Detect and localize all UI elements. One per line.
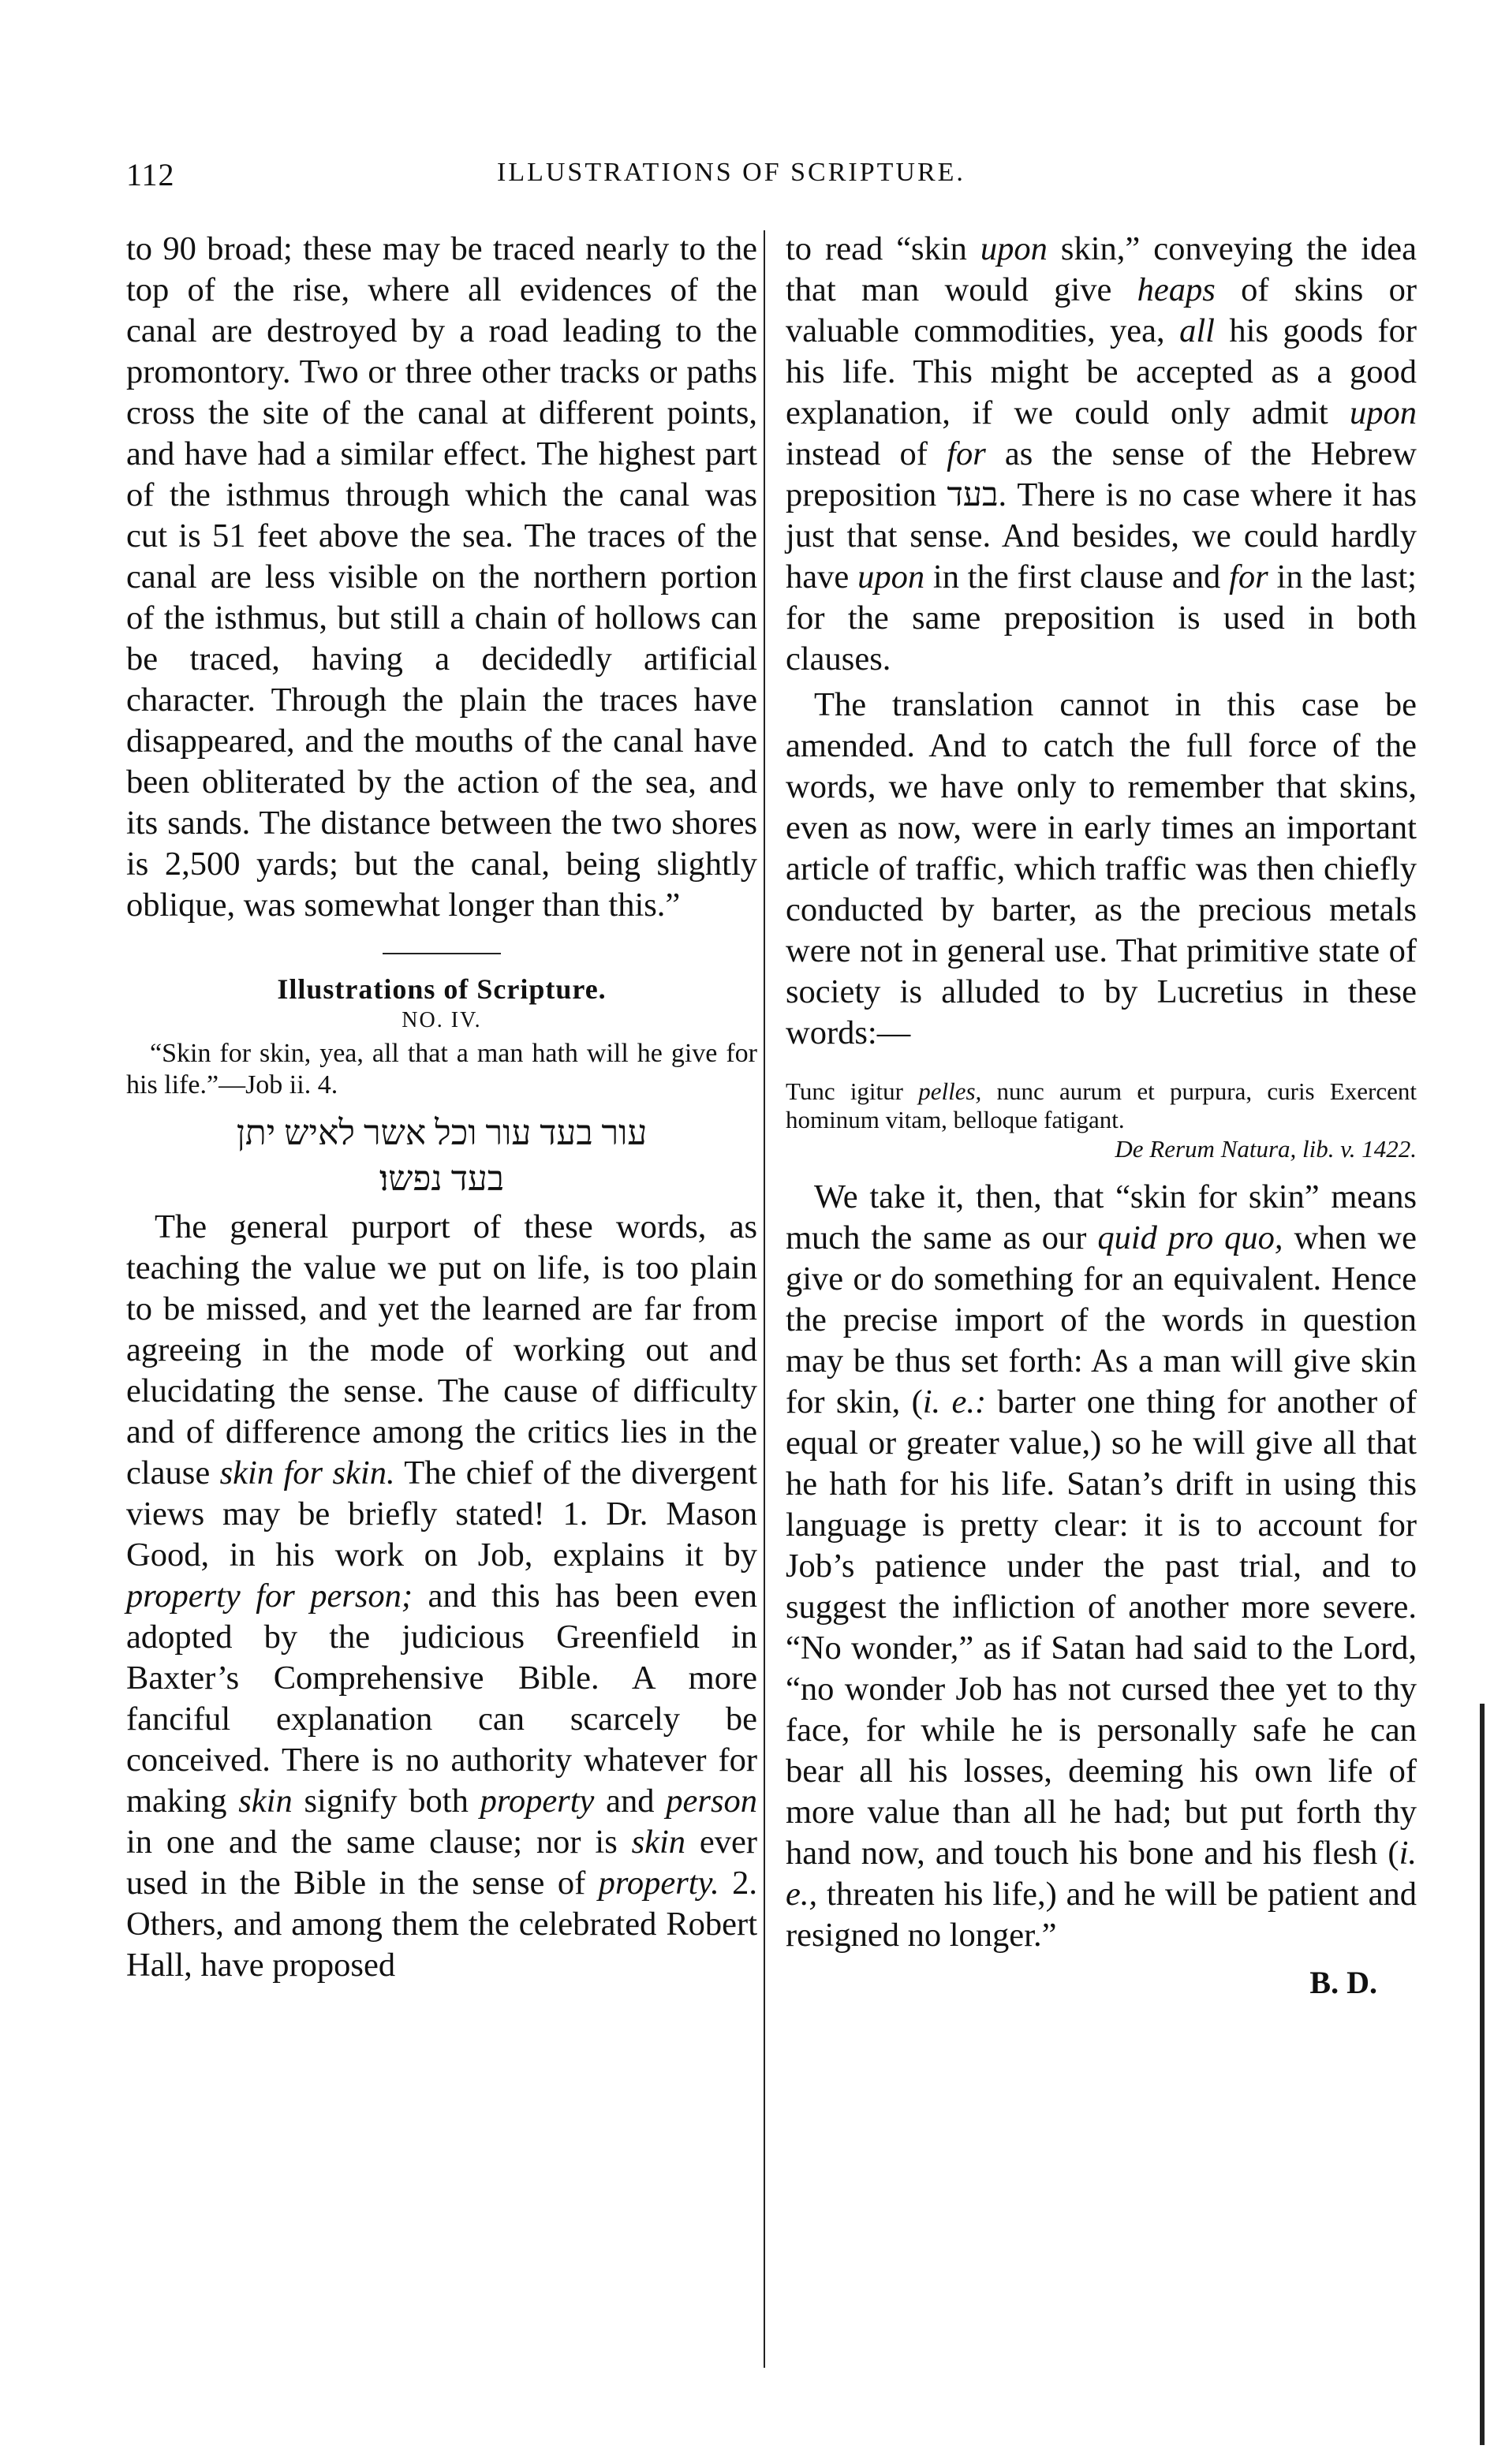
- italic-run: upon: [1350, 394, 1417, 431]
- latin-quote: [786, 1077, 1417, 1134]
- italic-run: heaps: [1137, 271, 1216, 308]
- column-divider: [764, 230, 765, 2368]
- italic-run: all: [1179, 312, 1215, 349]
- text-run: The general purport of these words, as teaching the value we put on life, is too plain to be missed, and yet the learned are far from agreeing in the mode of working out and elucidating the sense. The cause of difficulty and of difference among the critics lies in the clause: [126, 1208, 757, 1491]
- text-run: and: [594, 1783, 667, 1820]
- right-paragraph-2: The translation cannot in this case be amended. And to catch the full force of the words, we have only to remember that skins, even as now, were in early times an important article of traffic, which traffic was then chiefly conducted by barter, as the precious metals were not in general use. That primitive state of society is alluded to by Lucretius in these words:—: [786, 686, 1417, 1051]
- italic-run: person: [666, 1783, 757, 1820]
- right-column: [786, 229, 1417, 2003]
- page-number: 112: [126, 157, 175, 192]
- running-head: ILLUSTRATIONS OF SCRIPTURE.: [497, 158, 965, 187]
- section-number: NO. IV.: [402, 1008, 482, 1032]
- text-run: Tunc igitur: [786, 1077, 919, 1105]
- italic-run: i. e.:: [922, 1383, 987, 1421]
- text-run: barter one thing for another of equal or greater value,) so he will give all that he hath for his life. Satan’s drift in using this language is pretty clear: it is to account for Job’s patience under the past trial, and to suggest the infliction of another more severe. “No wonder,” as if Satan had said to the Lord, “no wonder Job has not cursed thee yet to thy face, for while he is personally safe he can bear all his losses, deeming his own life of more value than all he had; but put forth thy hand now, and touch his bone and his flesh (: [786, 1383, 1417, 1872]
- italic-run: skin: [238, 1783, 293, 1820]
- signature: B. D.: [1309, 1965, 1377, 2000]
- text-run: We take it, then, that “skin for skin” means much the same as our: [786, 1178, 1417, 1256]
- italic-run: for: [1229, 558, 1268, 595]
- text-run: in the last; for the same preposition is used in both clauses.: [786, 558, 1417, 678]
- text-run: ever used in the Bible in the sense of: [126, 1824, 757, 1902]
- latin-source: De Rerum Natura, lib. v. 1422.: [1115, 1135, 1417, 1163]
- left-column: [126, 229, 757, 1986]
- italic-run: i. e.,: [786, 1835, 1417, 1913]
- text-run: The chief of the divergent views may be briefly stated! 1. Dr. Mason Good, in his work on Job, explains it by: [126, 1454, 757, 1574]
- page-header: [126, 156, 1420, 200]
- italic-run: upon: [857, 558, 925, 595]
- section-title: Illustrations of Scripture.: [277, 973, 607, 1005]
- text-run: skin,” conveying the idea that man would give: [786, 230, 1417, 308]
- text-run: when we give or do something for an equivalent. Hence the precise import of the words in question may be thus set forth: As a man will give skin for skin, (: [786, 1219, 1417, 1421]
- text-run: to read “skin: [786, 230, 980, 267]
- right-paragraph-1: [786, 229, 1417, 680]
- left-paragraph-1: to 90 broad; these may be traced nearly to the top of the rise, where all evidences of the canal are destroyed by a road leading to the promontory. Two or three other tracks or paths cross the site of the canal at different points, and have had a similar effect. The highest part of the isthmus through which the canal was cut is 51 feet above the sea. The traces of the canal are less visible on the northern portion of the isthmus, but still a chain of hollows can be traced, having a decidedly artificial character. Through the plain the traces have disappeared, and the mouths of the canal have been obliterated by the action of the sea, and its sands. The distance between the two shores is 2,500 yards; but the canal, being slightly oblique, was somewhat longer than this.”: [126, 230, 757, 924]
- italic-run: property.: [598, 1865, 719, 1902]
- text-run: and this has been even adopted by the judicious Greenfield in Baxter’s Comprehensive Bible. A more fanciful explanation can scarcely be conceived. There is no authority whatever for making: [126, 1577, 757, 1820]
- italic-run: property: [480, 1783, 595, 1820]
- italic-run: upon: [980, 230, 1048, 267]
- epigraph: “Skin for skin, yea, all that a man hath will he give for his life.”—Job ii. 4.: [126, 1039, 757, 1099]
- italic-run: quid pro quo,: [1097, 1219, 1283, 1256]
- italic-run: skin for skin.: [219, 1454, 395, 1491]
- text-run: in one and the same clause; nor is: [126, 1824, 632, 1861]
- text-run: instead of: [786, 435, 947, 472]
- italic-run: property for person;: [126, 1577, 413, 1615]
- section-rule: [383, 953, 501, 954]
- right-paragraph-3: [786, 1177, 1417, 1956]
- italic-run: for: [947, 435, 986, 472]
- hebrew-line-2: בעד נפשו׃: [379, 1159, 505, 1198]
- text-run: of skins or valuable commodities, yea,: [786, 271, 1417, 349]
- hebrew-line-1: עור בעד עור וכל אשר לאיש יתן: [236, 1114, 648, 1152]
- left-paragraph-2: [126, 1207, 757, 1986]
- text-run: as the sense of the Hebrew preposition בעד. There is no case where it has just that sense. And besides, we could hardly have: [786, 435, 1417, 595]
- text-run: nunc aurum et purpura, curis Exercent hominum vitam, belloque fatigant.: [786, 1077, 1417, 1133]
- text-run: in the first clause and: [924, 558, 1230, 595]
- text-run: threaten his life,) and he will be patient and resigned no longer.”: [786, 1876, 1417, 1954]
- text-run: 2. Others, and among them the celebrated Robert Hall, have proposed: [126, 1865, 757, 1984]
- margin-mark: [1480, 1704, 1485, 2445]
- italic-run: skin: [631, 1824, 686, 1861]
- hebrew-verse: [126, 1111, 757, 1202]
- italic-run: pelles,: [918, 1077, 982, 1105]
- text-run: his goods for his life. This might be accepted as a good explanation, if we could only admit: [786, 312, 1417, 431]
- text-run: signify both: [292, 1783, 480, 1820]
